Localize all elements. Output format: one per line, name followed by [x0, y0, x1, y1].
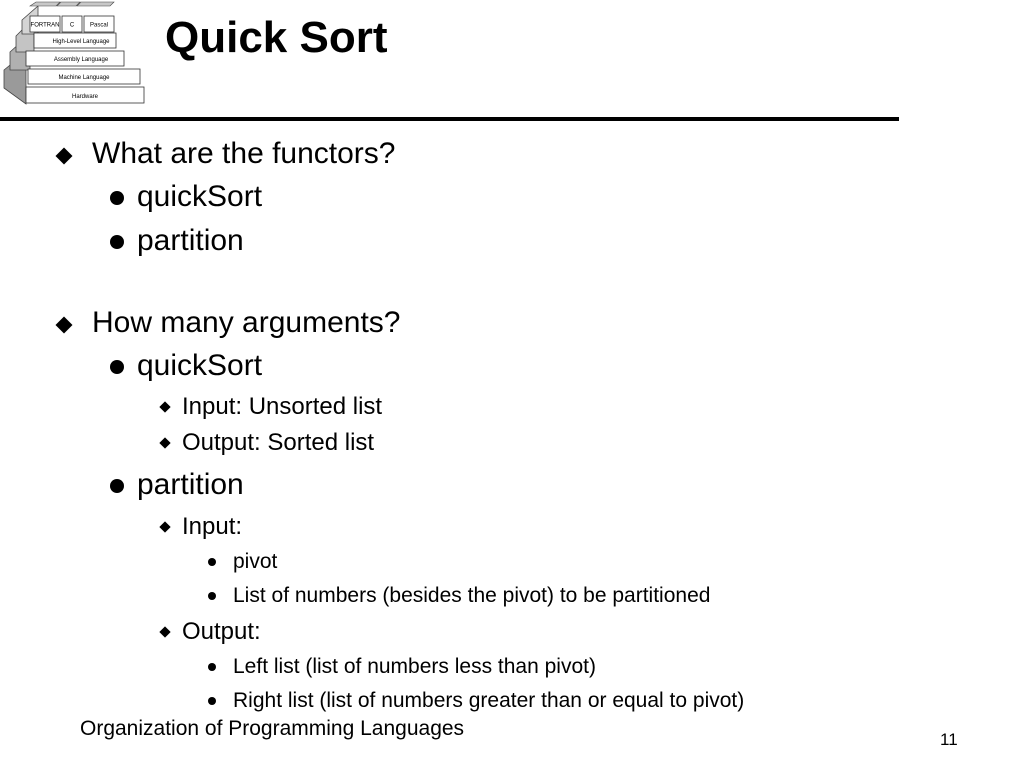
- bullet-text: What are the functors?: [92, 137, 396, 170]
- title-divider: [0, 117, 899, 121]
- dot-bullet-icon: [208, 592, 216, 600]
- layer-label-fortran: FORTRAN: [30, 22, 60, 29]
- bullet-text: Right list (list of numbers greater than or equal to pivot): [233, 689, 745, 712]
- bullet-text: quickSort: [137, 349, 263, 382]
- dot-bullet-icon: [110, 191, 124, 205]
- bullet-text: quickSort: [137, 180, 263, 213]
- layer-label-machine: Machine Language: [58, 75, 110, 81]
- layer-label-assembly: Assembly Language: [53, 57, 109, 63]
- footer-course-name: Organization of Programming Languages: [80, 717, 465, 740]
- bullet-text: Output: Sorted list: [182, 429, 375, 456]
- bullet-text: pivot: [233, 550, 278, 573]
- dot-bullet-icon: [110, 235, 124, 249]
- dot-bullet-icon: [110, 479, 124, 493]
- dot-bullet-icon: [110, 360, 124, 374]
- dot-bullet-icon: [208, 697, 216, 705]
- diamond-bullet-icon: [159, 401, 170, 412]
- layer-label-hardware: Hardware: [71, 94, 99, 100]
- diamond-bullet-icon: [159, 521, 170, 532]
- language-layers-logo: [0, 0, 150, 108]
- diamond-bullet-icon: [56, 148, 73, 165]
- diamond-bullet-icon: [159, 437, 170, 448]
- diamond-bullet-icon: [56, 317, 73, 334]
- bullet-text: Input: Unsorted list: [182, 393, 383, 420]
- bullet-text: Left list (list of numbers less than pivot): [233, 655, 596, 678]
- bullet-text: partition: [137, 224, 244, 257]
- slide-title: Quick Sort: [165, 13, 388, 62]
- bullet-text: List of numbers (besides the pivot) to be partitioned: [233, 584, 711, 607]
- dot-bullet-icon: [208, 663, 216, 671]
- bullet-text: partition: [137, 468, 244, 501]
- bullet-text: Output:: [182, 618, 261, 645]
- layers-diagram: [0, 0, 150, 108]
- dot-bullet-icon: [208, 558, 216, 566]
- bullet-text: How many arguments?: [92, 306, 401, 339]
- layer-label-high-level: High-Level Language: [52, 39, 110, 45]
- page-number: 11: [940, 730, 958, 749]
- layer-label-c: C: [69, 22, 75, 29]
- bullet-text: Input:: [182, 513, 243, 540]
- diamond-bullet-icon: [159, 626, 170, 637]
- layer-label-pascal: Pascal: [89, 22, 109, 29]
